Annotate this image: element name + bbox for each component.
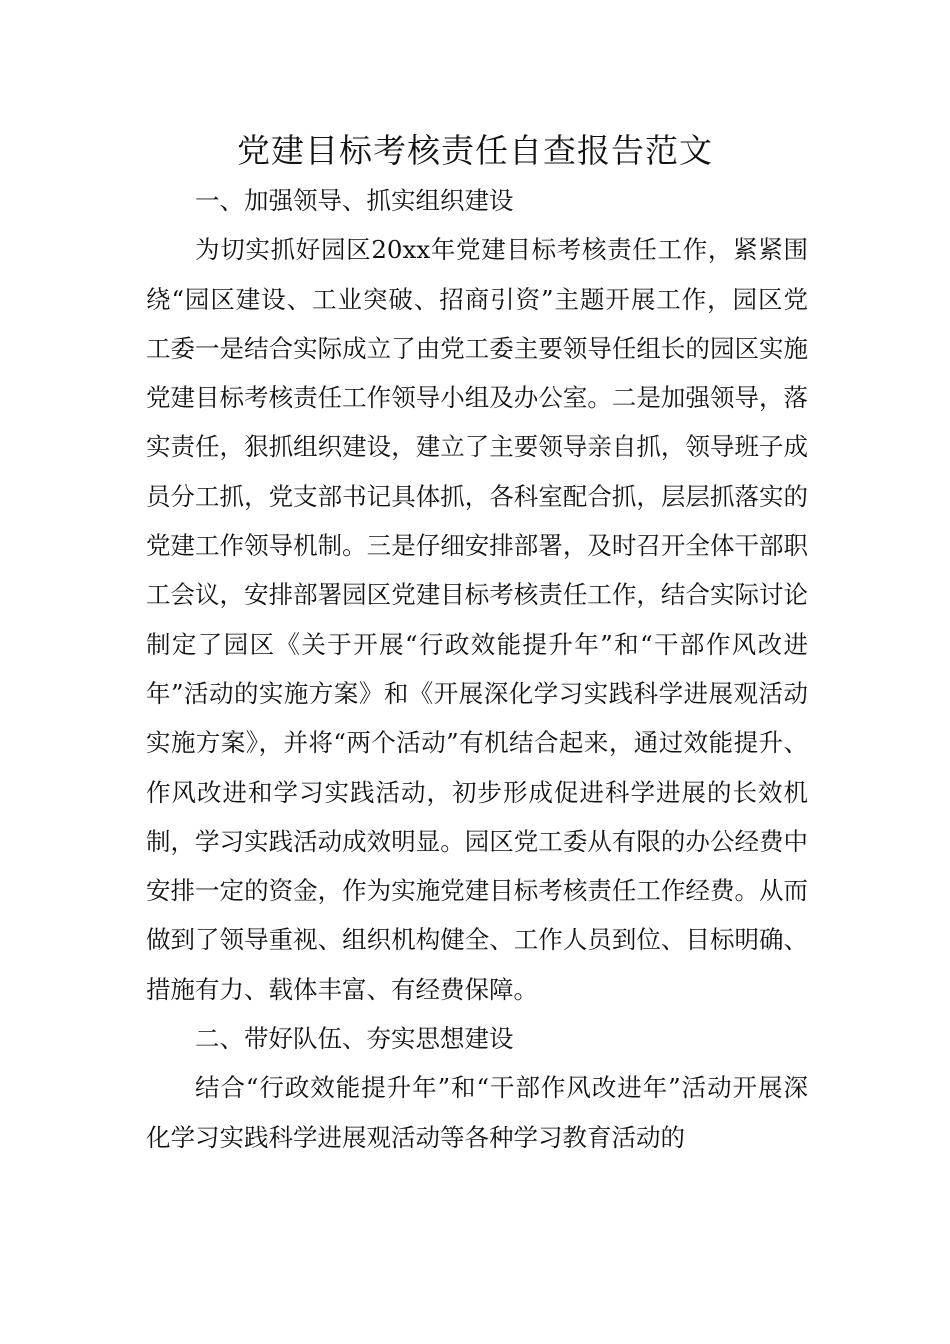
document-body [146, 176, 808, 1162]
document-title: 党建目标考核责任自查报告范文 [237, 131, 713, 170]
section-heading-2: 二、带好队伍、夯实思想建设 [195, 1024, 514, 1054]
section-heading-1: 一、加强领导、抓实组织建设 [195, 186, 514, 215]
section-paragraph-1: 为切实抓好园区20xx年党建目标考核责任工作，紧紧围绕“园区建设、工业突破、招商引资”主题开展工作，园区党工委一是结合实际成立了由党工委主要领导任组长的园区实施党建目标考核责任工作领导小组及办公室。二是加强领导，落实责任，狠抓组织建设，建立了主要领导亲自抓，领导班子成员分工抓，党支部书记具体抓，各科室配合抓，层层抓落实的党建工作领导机制。三是仔细安排部署，及时召开全体干部职工会议，安排部署园区党建目标考核责任工作，结合实际讨论制定了园区《关于开展“行政效能提升年”和“干部作风改进年”活动的实施方案》和《开展深化学习实践科学进展观活动实施方案》，并将“两个活动”有机结合起来，通过效能提升、作风改进和学习实践活动，初步形成促进科学进展的长效机制，学习实践活动成效明显。园区党工委从有限的办公经费中安排一定的资金，作为实施党建目标考核责任工作经费。从而做到了领导重视、组织机构健全、工作人员到位、目标明确、措施有力、载体丰富、有经费保障。 [146, 235, 808, 1004]
section-paragraph-2: 结合“行政效能提升年”和“干部作风改进年”活动开展深化学习实践科学进展观活动等各种学习教育活动的 [146, 1073, 808, 1152]
